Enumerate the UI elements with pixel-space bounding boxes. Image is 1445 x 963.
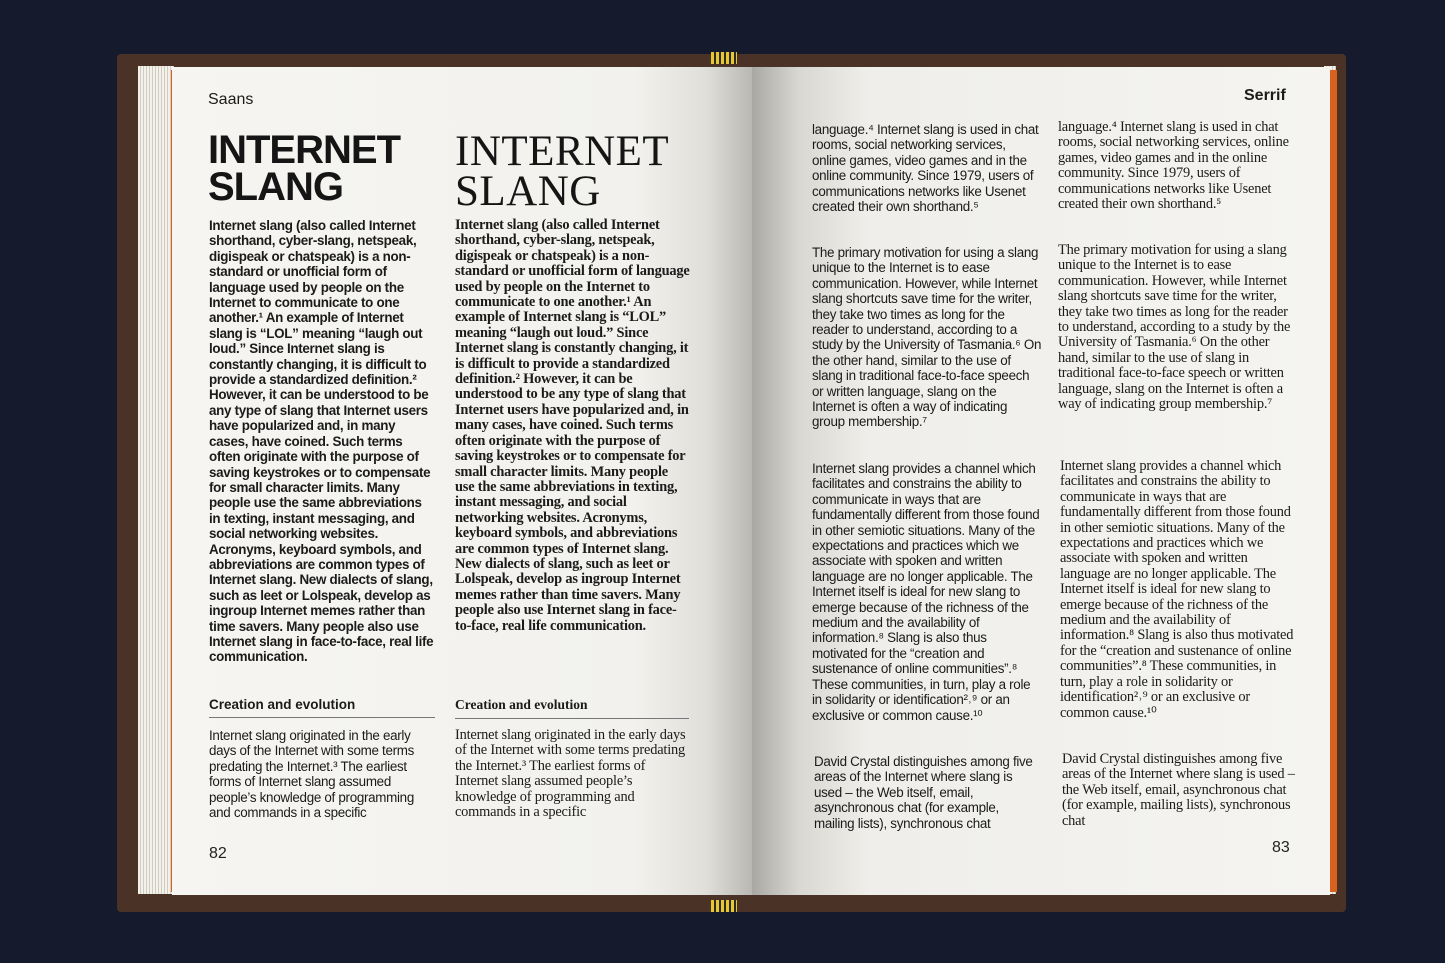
headband-top [711, 52, 737, 64]
headband-bottom [711, 900, 737, 912]
running-head-left: Saans [208, 91, 254, 108]
page-number-right: 83 [1272, 839, 1290, 856]
sans-section-heading: Creation and evolution [209, 697, 435, 718]
serif-paragraph-1: language.⁴ Internet slang is used in chat rooms, social networking services, online games, video games and in the online community. Since 1979, users of communications networks like Usenet created their own shorthand.⁵ [1058, 119, 1289, 213]
serif-paragraph-2: The primary motivation for using a slang unique to the Internet is to ease communication. However, while Internet slang shortcuts save time for the writer, they take two times as long for the reader to understand, according to a study by the University of Tasmania.⁶ On the other hand, similar to the use of slang in traditional face-to-face speech or written language, slang on the Internet is often a way of indicating group membership.⁷ [1058, 242, 1291, 413]
page-edges-left [138, 66, 174, 894]
sans-intro-paragraph: Internet slang (also called Internet shorthand, cyber-slang, netspeak, digispeak or chatspeak) is a non-standard or unofficial form of language used by people on the Internet to communicate to one another.¹ An example of Internet slang is “LOL” meaning “laugh out loud.” Since Internet slang is constantly changing, it is difficult to provide a standardized definition.² However, it can be understood to be any type of slang that Internet users have popularized and, in many cases, have coined. Such terms often originate with the purpose of saving keystrokes or to compensate for small character limits. Many people use the same abbreviations in texting, instant messaging, and social networking websites. Acronyms, keyboard symbols, and abbreviations are common types of Internet slang. New dialects of slang, such as leet or Lolspeak, develop as ingroup Internet memes rather than time savers. Many people also use Internet slang in face-to-face, real life communication. [209, 218, 434, 665]
right-page [752, 67, 1330, 895]
sans-paragraph-1: language.⁴ Internet slang is used in chat rooms, social networking services, online games, video games and in the online community. Since 1979, users of communications networks like Usenet created their own shorthand.⁵ [812, 122, 1039, 215]
sans-title: INTERNET SLANG [208, 128, 400, 210]
sans-paragraph-2: The primary motivation for using a slang unique to the Internet is to ease communication. However, while Internet slang shortcuts save time for the writer, they take two times as long for the reader to understand, according to a study by the University of Tasmania.⁶ On the other hand, similar to the use of slang in traditional face-to-face speech or written language, slang on the Internet is often a way of indicating group membership.⁷ [812, 245, 1042, 430]
serif-paragraph-3: Internet slang provides a channel which facilitates and constrains the ability to communicate in ways that are fundamentally different from those found in other semiotic situations. Many of the expectations and practices which we associate with spoken and written language are no longer applicable. The Internet itself is ideal for new slang to emerge because of the richness of the medium and the availability of information.⁸ Slang is also thus motivated for the “creation and sustenance of online communities”.⁸ These communities, in turn, play a role in solidarity or identification²˒⁹ or an exclusive or common cause.¹⁰ [1060, 458, 1294, 721]
sans-paragraph-3: Internet slang provides a channel which facilitates and constrains the ability to communicate in ways that are fundamentally different from those found in other semiotic situations. Many of the expectations and practices which we associate with spoken and written language are no longer applicable. The Internet itself is ideal for new slang to emerge because of the richness of the medium and the availability of information.⁸ Slang is also thus motivated for the “creation and sustenance of online communities”.⁸ These communities, in turn, play a role in solidarity or identification²˒⁹ or an exclusive or common cause.¹⁰ [812, 461, 1040, 723]
orange-page-edge-right [1329, 70, 1337, 892]
serif-intro-paragraph: Internet slang (also called Internet shorthand, cyber-slang, netspeak, digispeak or chatspeak) is a non-standard or unofficial form of language used by people on the Internet to communicate to one another.¹ An example of Internet slang is “LOL” meaning “laugh out loud.” Since Internet slang is constantly changing, it is difficult to provide a standardized definition.² However, it can be understood to be any type of slang that Internet users have popularized and, in many cases, have coined. Such terms often originate with the purpose of saving keystrokes or to compensate for small character limits. Many people use the same abbreviations in texting, instant messaging, and social networking websites. Acronyms, keyboard symbols, and abbreviations are common types of Internet slang. New dialects of slang, such as leet or Lolspeak, develop as ingroup Internet memes rather than time savers. Many people also use Internet slang in face-to-face, real life communication. [455, 217, 690, 634]
serif-section-heading: Creation and evolution [455, 697, 689, 719]
sans-body-paragraph: Internet slang originated in the early days of the Internet with some terms predating the Internet.³ The earliest forms of Internet slang assumed people’s knowledge of programming and commands in a specific [209, 728, 415, 821]
serif-body-paragraph: Internet slang originated in the early days of the Internet with some terms predating the Internet.³ The earliest forms of Internet slang assumed people’s knowledge of programming and commands in a specific [455, 727, 686, 821]
serif-paragraph-4: David Crystal distinguishes among five areas of the Internet where slang is used – the Web itself, email, asynchronous chat (for example, mailing lists), synchronous chat [1062, 751, 1295, 829]
sans-paragraph-4: David Crystal distinguishes among five areas of the Internet where slang is used – the Web itself, email, asynchronous chat (for example, mailing lists), synchronous chat [814, 754, 1033, 831]
page-number-left: 82 [209, 845, 227, 862]
running-head-right: Serrif [1244, 87, 1286, 104]
left-page [172, 67, 752, 895]
serif-title: INTERNET SLANG [455, 128, 669, 215]
